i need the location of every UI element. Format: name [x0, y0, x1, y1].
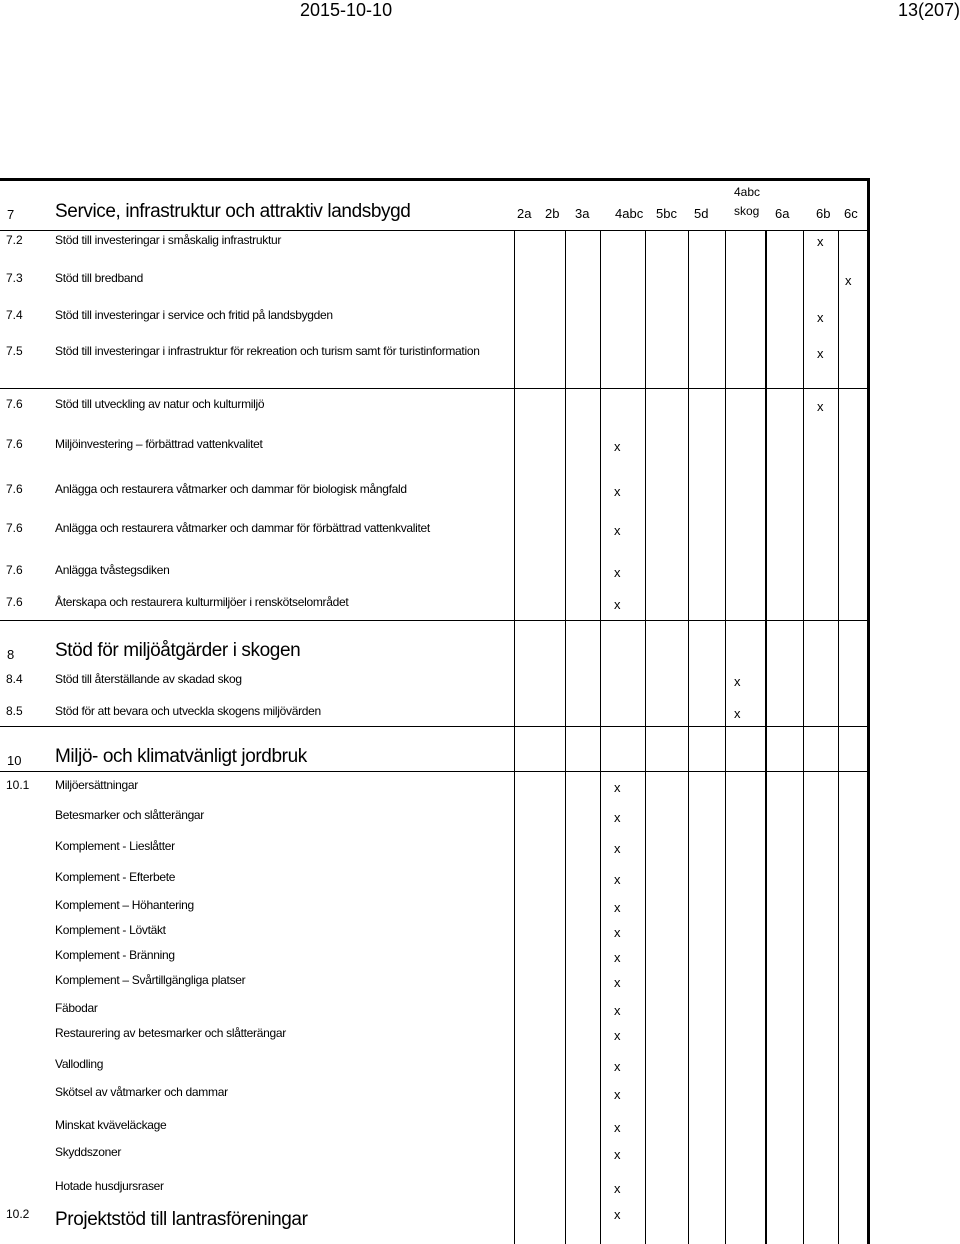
- grid-line: [600, 230, 601, 1244]
- row-number: 10.1: [6, 778, 30, 792]
- row-label: Hotade husdjursraser: [55, 1179, 164, 1193]
- row-number: 7.6: [6, 397, 23, 411]
- row-number: 7.6: [6, 482, 23, 496]
- row-mark: x: [817, 346, 824, 361]
- section-number: 7: [7, 207, 15, 222]
- row-mark: x: [614, 810, 621, 825]
- row-label: Restaurering av betesmarker och slåtterängar: [55, 1026, 286, 1040]
- row-label: Anlägga tvåstegsdiken: [55, 563, 170, 577]
- section-title: Miljö- och klimatvänligt jordbruk: [55, 746, 307, 767]
- column-header-6c: 6c: [844, 206, 858, 221]
- row-mark: x: [614, 523, 621, 538]
- row-label: Komplement - Lieslåtter: [55, 839, 175, 853]
- row-number: 7.6: [6, 521, 23, 535]
- row-label: Återskapa och restaurera kulturmiljöer i renskötselområdet: [55, 595, 349, 609]
- row-label: Stöd till utveckling av natur och kulturmiljö: [55, 397, 265, 411]
- row-divider: [0, 230, 867, 231]
- row-mark: x: [734, 706, 741, 721]
- section-number: 10: [7, 753, 22, 768]
- row-label: Miljöersättningar: [55, 778, 138, 792]
- grid-line: [514, 230, 515, 1244]
- row-number: 7.2: [6, 233, 23, 247]
- row-number: 7.3: [6, 271, 23, 285]
- row-label: Stöd för att bevara och utveckla skogens miljövärden: [55, 704, 321, 718]
- grid-line: [725, 230, 726, 1244]
- row-divider: [0, 726, 867, 727]
- grid-line: [765, 230, 767, 1244]
- row-label: Stöd till bredband: [55, 271, 143, 285]
- row-label: Komplement – Svårtillgängliga platser: [55, 973, 246, 987]
- row-mark: x: [817, 399, 824, 414]
- header-page-number: 13(207): [898, 0, 960, 20]
- row-number: 7.4: [6, 308, 23, 322]
- row-divider: [0, 620, 867, 621]
- section-number: 8: [7, 647, 15, 662]
- row-mark: x: [614, 925, 621, 940]
- row-number: 10.2: [6, 1207, 30, 1221]
- row-label: Komplement - Efterbete: [55, 870, 176, 884]
- row-divider: [0, 771, 867, 772]
- row-mark: x: [614, 1059, 621, 1074]
- row-mark: x: [614, 1147, 621, 1162]
- row-mark: x: [614, 1207, 621, 1222]
- row-mark: x: [614, 900, 621, 915]
- row-label: Fäbodar: [55, 1001, 98, 1015]
- row-number: 7.6: [6, 437, 23, 451]
- row-label: Komplement – Höhantering: [55, 898, 194, 912]
- column-header-5bc: 5bc: [656, 206, 677, 221]
- row-number: 7.5: [6, 344, 23, 358]
- row-number: 8.5: [6, 704, 23, 718]
- row-mark: x: [845, 273, 852, 288]
- column-header-6a: 6a: [775, 206, 790, 221]
- row-label: Stöd till återställande av skadad skog: [55, 672, 242, 686]
- column-header-4abc: 4abc: [615, 206, 644, 221]
- grid-line: [688, 230, 689, 1244]
- row-number: 8.4: [6, 672, 23, 686]
- grid-line: [645, 230, 646, 1244]
- section-title: Service, infrastruktur och attraktiv landsbygd: [55, 201, 411, 222]
- row-label: Miljöinvestering – förbättrad vattenkvalitet: [55, 437, 263, 451]
- row-mark: x: [614, 439, 621, 454]
- row-mark: x: [614, 975, 621, 990]
- row-mark: x: [614, 1087, 621, 1102]
- row-mark: x: [817, 234, 824, 249]
- header-date: 2015-10-10: [300, 0, 393, 20]
- section-title: Projektstöd till lantrasföreningar: [55, 1209, 308, 1230]
- row-mark: x: [734, 674, 741, 689]
- row-label: Skötsel av våtmarker och dammar: [55, 1085, 228, 1099]
- section-title: Stöd för miljöåtgärder i skogen: [55, 640, 301, 661]
- row-mark: x: [614, 565, 621, 580]
- grid-line: [565, 230, 566, 1244]
- row-label: Vallodling: [55, 1057, 104, 1071]
- row-mark: x: [614, 950, 621, 965]
- row-label: Skyddszoner: [55, 1145, 122, 1159]
- row-label: Betesmarker och slåtterängar: [55, 808, 205, 822]
- row-label: Komplement - Bränning: [55, 948, 175, 962]
- row-mark: x: [817, 310, 824, 325]
- row-mark: x: [614, 484, 621, 499]
- column-header-4abc-skog-bottom: skog: [734, 204, 760, 218]
- measures-table: [0, 178, 870, 1244]
- column-header-5d: 5d: [694, 206, 709, 221]
- row-label: Stöd till investeringar i småskalig infrastruktur: [55, 233, 282, 247]
- row-mark: x: [614, 780, 621, 795]
- column-header-4abc-skog-top: 4abc: [734, 185, 761, 199]
- row-number: 7.6: [6, 595, 23, 609]
- row-mark: x: [614, 1028, 621, 1043]
- column-header-2a: 2a: [517, 206, 532, 221]
- row-mark: x: [614, 841, 621, 856]
- grid-line: [838, 230, 839, 1244]
- row-label: Stöd till investeringar i infrastruktur för rekreation och turism samt för turistinformation: [55, 344, 480, 358]
- grid-line: [803, 230, 804, 1244]
- row-mark: x: [614, 872, 621, 887]
- row-label: Minskat kväveläckage: [55, 1118, 167, 1132]
- row-label: Anlägga och restaurera våtmarker och dammar för förbättrad vattenkvalitet: [55, 521, 430, 535]
- column-header-6b: 6b: [816, 206, 831, 221]
- row-mark: x: [614, 1181, 621, 1196]
- row-label: Anlägga och restaurera våtmarker och dammar för biologisk mångfald: [55, 482, 407, 496]
- column-header-2b: 2b: [545, 206, 560, 221]
- row-mark: x: [614, 1003, 621, 1018]
- row-number: 7.6: [6, 563, 23, 577]
- row-mark: x: [614, 1120, 621, 1135]
- column-header-3a: 3a: [575, 206, 590, 221]
- row-label: Komplement - Lövtäkt: [55, 923, 166, 937]
- row-divider: [0, 388, 867, 389]
- row-label: Stöd till investeringar i service och fritid på landsbygden: [55, 308, 333, 322]
- row-mark: x: [614, 597, 621, 612]
